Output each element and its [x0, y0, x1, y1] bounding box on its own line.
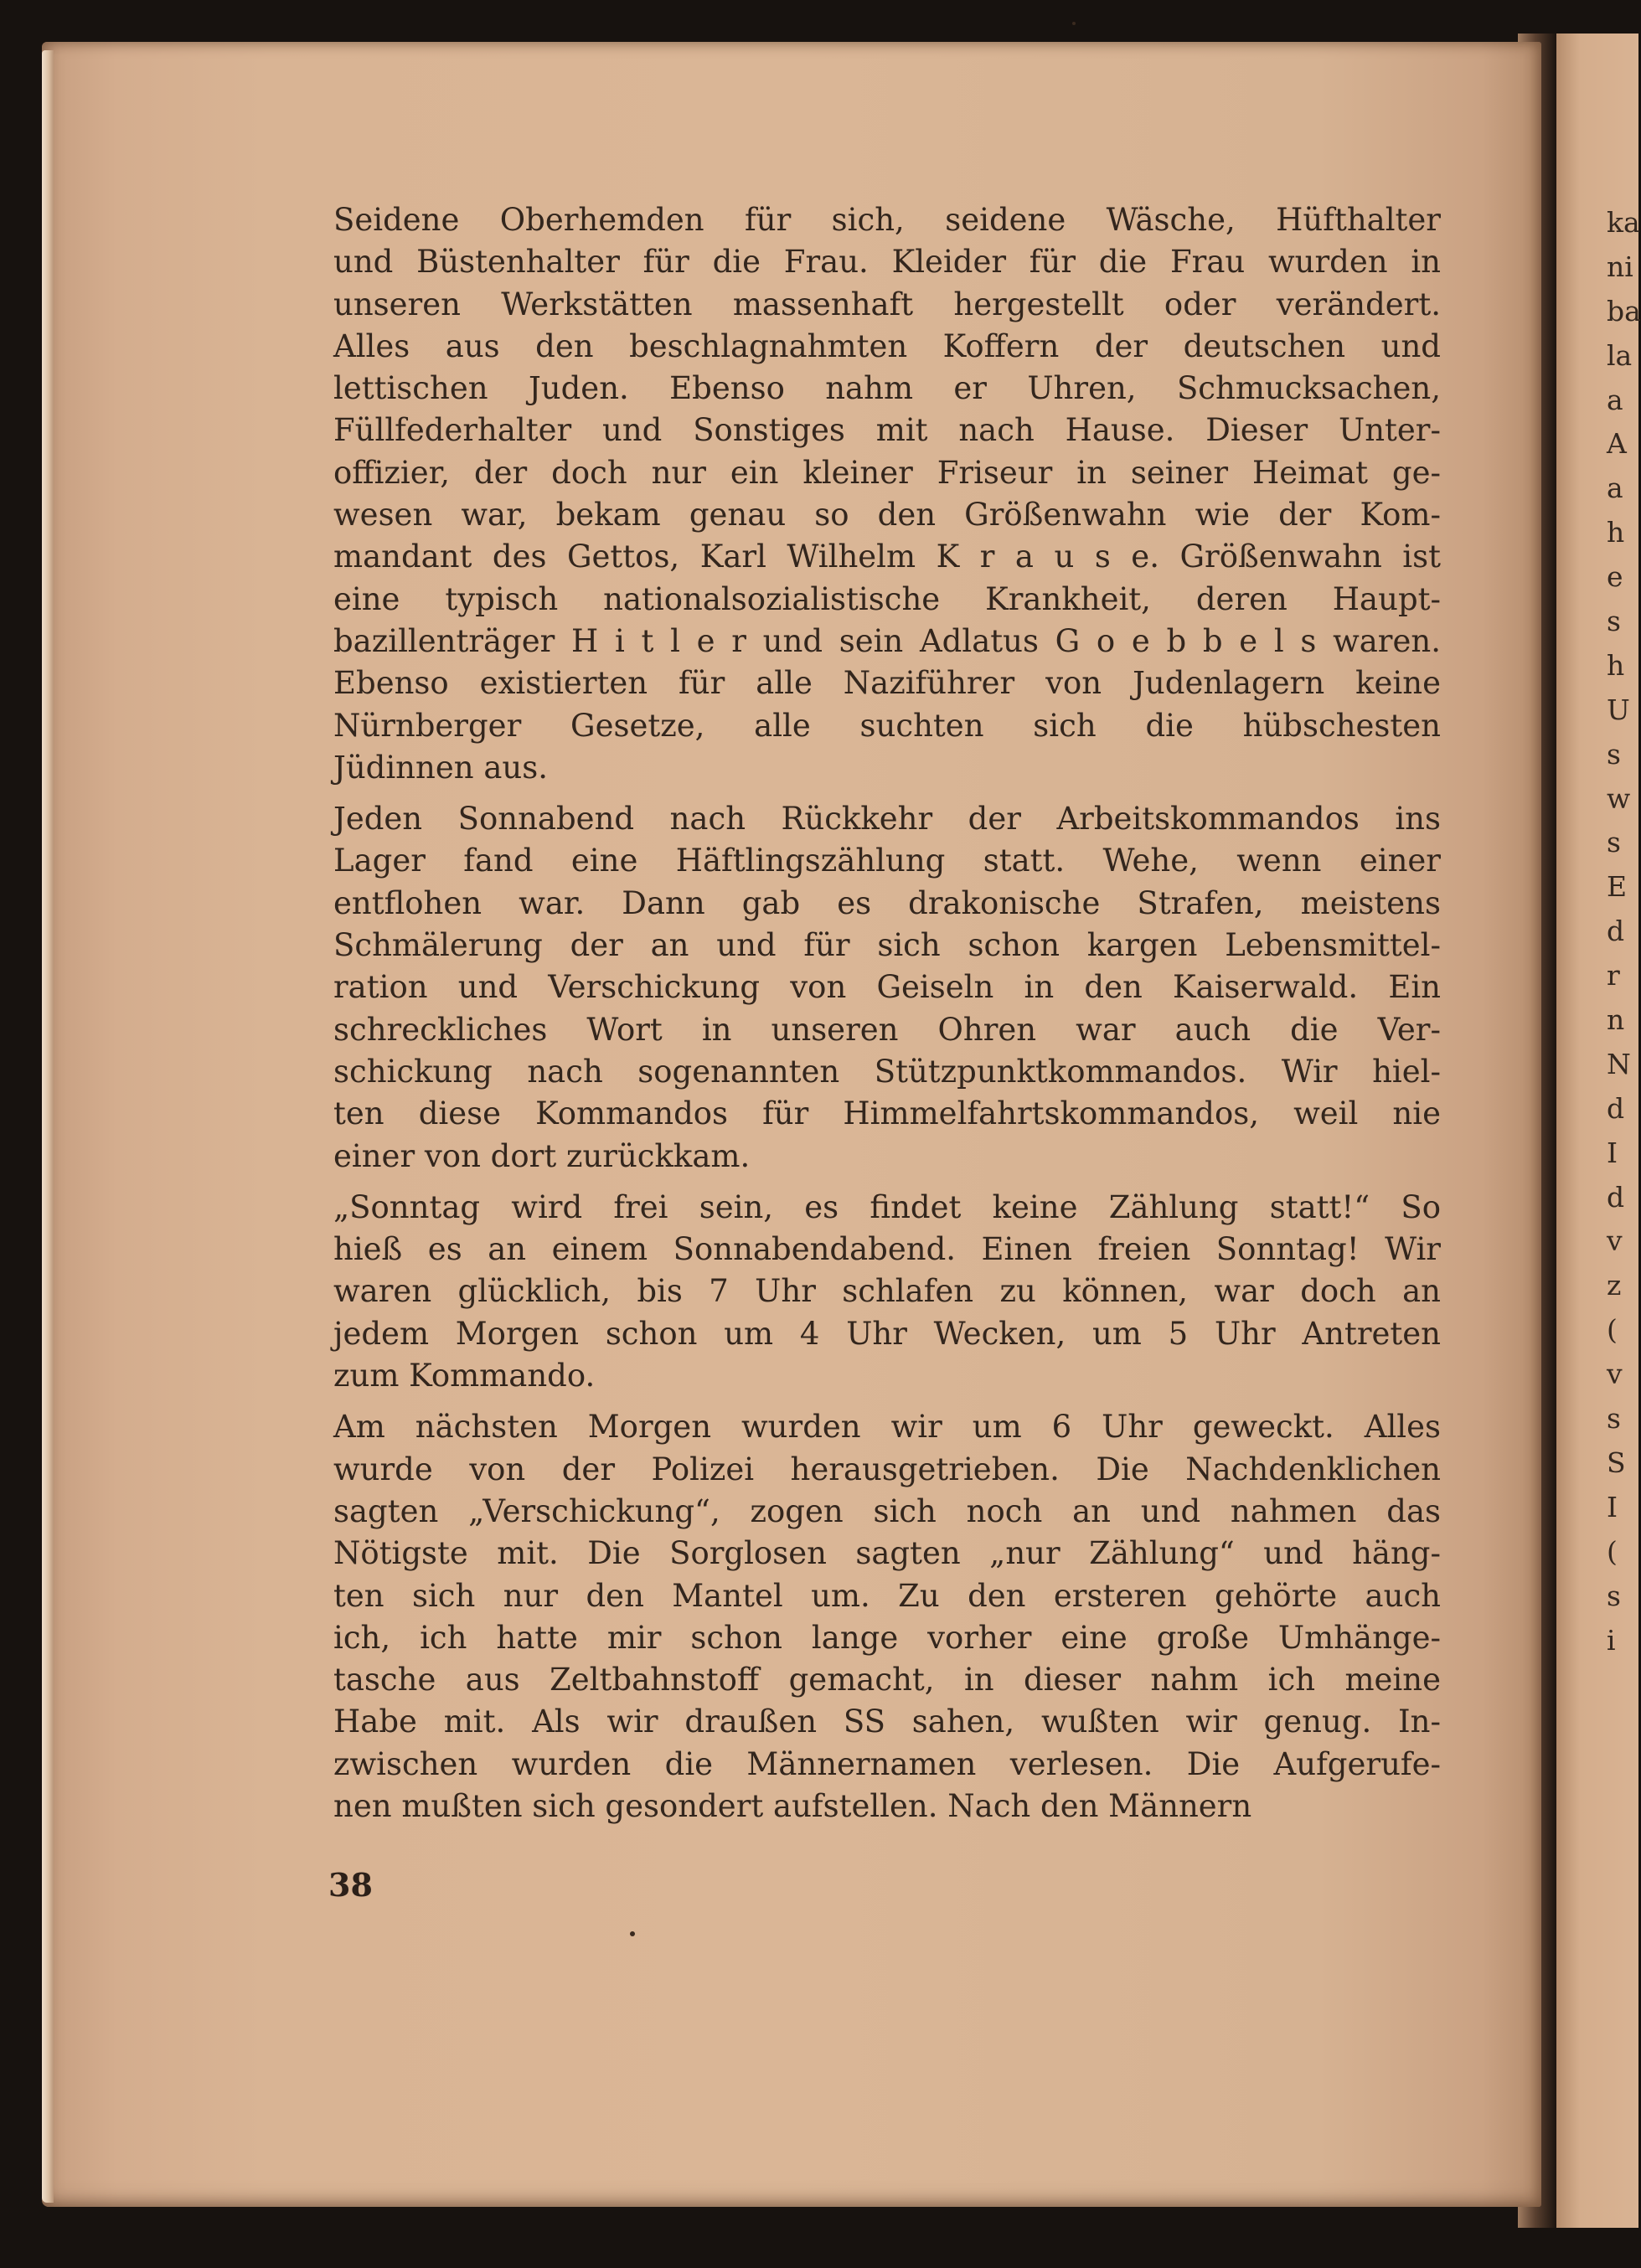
facing-page-fragment: d — [1607, 915, 1625, 948]
text-line: Schmälerung der an und für sich schon kargen Lebensmittel- — [333, 927, 1441, 964]
text-line: Seidene Oberhemden für sich, seidene Wäsche, Hüfthalter — [333, 202, 1441, 238]
text-line: offizier, der doch nur ein kleiner Friseur in seiner Heimat ge- — [333, 454, 1441, 491]
facing-page-fragment: a — [1607, 472, 1623, 505]
text-line: Habe mit. Als wir draußen SS sahen, wußten wir genug. In- — [333, 1704, 1441, 1740]
page-number: 38 — [328, 1866, 373, 1904]
text-line: ration und Verschickung von Geiseln in den Kaiserwald. Ein — [333, 969, 1441, 1006]
facing-page-fragment: U — [1607, 693, 1630, 726]
text-line: lettischen Juden. Ebenso nahm er Uhren, Schmucksachen, — [333, 370, 1441, 407]
text-line: wurde von der Polizei herausgetrieben. Die Nachdenklichen — [333, 1451, 1441, 1487]
facing-page-fragment: w — [1607, 781, 1631, 815]
text-line: Füllfederhalter und Sonstiges mit nach Hause. Dieser Unter- — [333, 412, 1441, 449]
facing-page-fragment: I — [1607, 1490, 1618, 1523]
text-line: Alles aus den beschlagnahmten Koffern der deutschen und — [333, 327, 1441, 364]
text-line: „Sonntag wird frei sein, es findet keine Zählung statt!“ So — [333, 1188, 1441, 1225]
paragraph — [333, 798, 1441, 1178]
facing-page-fragment: A — [1607, 427, 1627, 461]
text-line: Jeden Sonnabend nach Rückkehr der Arbeitskommandos ins — [333, 801, 1441, 838]
facing-page-fragment: ( — [1607, 1534, 1618, 1568]
paragraph — [333, 1187, 1441, 1397]
facing-page-fragment: s — [1607, 737, 1621, 771]
facing-page-fragment: ka — [1607, 206, 1640, 239]
facing-page-fragment: h — [1607, 516, 1625, 549]
text-line: jedem Morgen schon um 4 Uhr Wecken, um 5 Uhr Antreten — [333, 1315, 1441, 1352]
facing-page-fragment: N — [1607, 1047, 1631, 1080]
text-line: hieß es an einem Sonnabendabend. Einen freien Sonntag! Wir — [333, 1231, 1441, 1268]
facing-page-fragment: s — [1607, 1402, 1621, 1436]
facing-page-fragment: E — [1607, 870, 1628, 904]
text-line: wesen war, bekam genau so den Größenwahn wie der Kom- — [333, 497, 1441, 533]
text-line: Nürnberger Gesetze, alle suchten sich die hübschesten — [333, 707, 1441, 744]
text-line: waren glücklich, bis 7 Uhr schlafen zu können, war doch an — [333, 1273, 1441, 1310]
facing-page-fragment: s — [1607, 605, 1621, 638]
text-line: tasche aus Zeltbahnstoff gemacht, in dieser nahm ich meine — [333, 1662, 1441, 1698]
paragraph — [333, 199, 1441, 789]
print-speck — [1072, 22, 1076, 25]
facing-page-fragment: e — [1607, 560, 1623, 594]
facing-page-fragment: v — [1607, 1358, 1623, 1391]
facing-page-fragment: v — [1607, 1224, 1623, 1258]
facing-page-fragment: h — [1607, 648, 1625, 682]
facing-page-fragment: S — [1607, 1446, 1626, 1479]
text-line: ich, ich hatte mir schon lange vorher eine große Umhänge- — [333, 1619, 1441, 1656]
page-edge — [42, 50, 54, 2203]
text-line: Nötigste mit. Die Sorglosen sagten „nur Zählung“ und häng- — [333, 1535, 1441, 1572]
facing-page-fragment: ni — [1607, 250, 1633, 283]
facing-page-fragment: i — [1607, 1623, 1616, 1657]
paragraph — [333, 1406, 1441, 1827]
text-line: und Büstenhalter für die Frau. Kleider für die Frau wurden in — [333, 244, 1441, 281]
facing-page-fragment: s — [1607, 826, 1621, 859]
facing-page-fragment: ( — [1607, 1313, 1618, 1347]
print-speck — [630, 1931, 635, 1936]
text-line: eine typisch nationalsozialistische Krankheit, deren Haupt- — [333, 580, 1441, 617]
facing-page-fragment: a — [1607, 383, 1623, 416]
facing-page-fragment: n — [1607, 1003, 1625, 1037]
text-line: einer von dort zurückkam. — [333, 1137, 751, 1174]
text-line: zum Kommando. — [333, 1358, 596, 1394]
text-line: Ebenso existierten für alle Naziführer von Judenlagern keine — [333, 665, 1441, 702]
text-line: entflohen war. Dann gab es drakonische Strafen, meistens — [333, 884, 1441, 921]
text-line: unseren Werkstätten massenhaft hergestellt oder verändert. — [333, 286, 1441, 322]
text-line: schickung nach sogenannten Stützpunktkommandos. Wir hiel- — [333, 1053, 1441, 1090]
text-line: ten sich nur den Mantel um. Zu den ersteren gehörte auch — [333, 1577, 1441, 1614]
text-line: Am nächsten Morgen wurden wir um 6 Uhr geweckt. Alles — [333, 1409, 1441, 1446]
facing-page-fragment: I — [1607, 1136, 1618, 1169]
text-line: Lager fand eine Häftlingszählung statt. Wehe, wenn einer — [333, 843, 1441, 879]
facing-page-fragment: z — [1607, 1269, 1622, 1302]
facing-page-fragment: r — [1607, 959, 1620, 992]
facing-page-fragment: la — [1607, 338, 1633, 372]
text-line: ten diese Kommandos für Himmelfahrtskommandos, weil nie — [333, 1095, 1441, 1132]
text-line: bazillenträger H i t l e r und sein Adlatus G o e b b e l s waren. — [333, 622, 1441, 659]
text-line: schreckliches Wort in unseren Ohren war auch die Ver- — [333, 1011, 1441, 1048]
facing-page-fragment: ba — [1607, 294, 1641, 327]
facing-page-text-fragments — [1607, 201, 1640, 1662]
text-line: mandant des Gettos, Karl Wilhelm K r a u s e. Größenwahn ist — [333, 539, 1441, 575]
text-line: Jüdinnen aus. — [333, 749, 548, 786]
text-line: nen mußten sich gesondert aufstellen. Nach den Männern — [333, 1787, 1252, 1824]
facing-page-fragment: d — [1607, 1091, 1625, 1125]
facing-page-edge — [1555, 34, 1641, 2228]
text-line: sagten „Verschickung“, zogen sich noch an und nahmen das — [333, 1492, 1441, 1529]
body-text — [333, 199, 1441, 1827]
text-line: zwischen wurden die Männernamen verlesen. Die Aufgerufe- — [333, 1745, 1441, 1782]
facing-page-fragment: s — [1607, 1579, 1621, 1612]
facing-page-fragment: d — [1607, 1180, 1625, 1214]
